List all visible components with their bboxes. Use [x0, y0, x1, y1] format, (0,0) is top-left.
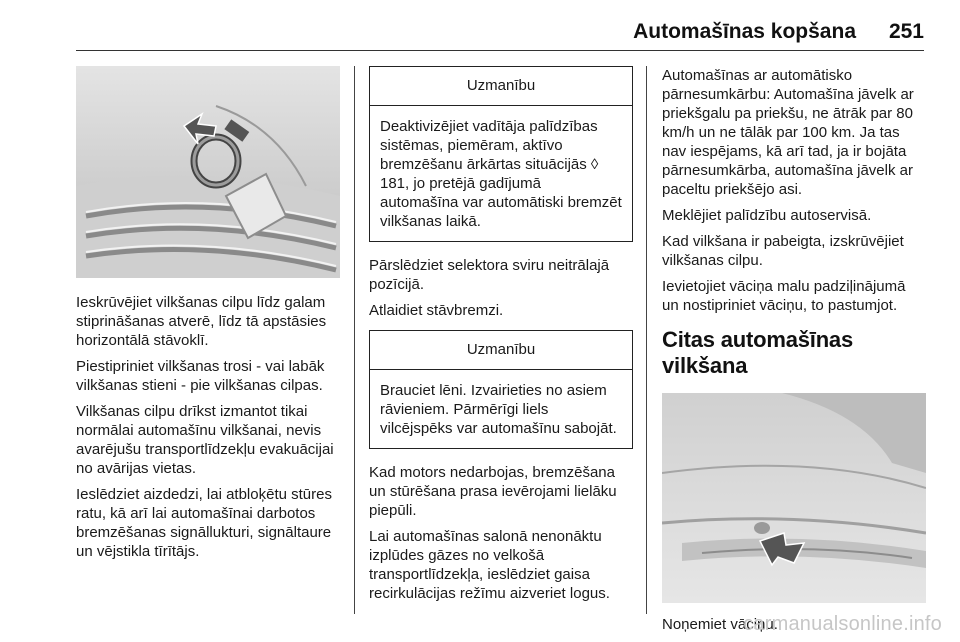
warning-box: [369, 330, 633, 449]
paragraph: Kad vilkšana ir pabeigta, izskrūvējiet vilkšanas cilpu.: [662, 233, 904, 269]
paragraph: Lai automašīnas salonā nenonāktu izplūdes gāzes no velkošā transportlīdzekļa, ieslēdziet gaisa recirkulācijas režīmu aizveriet logus.: [369, 528, 610, 602]
column-divider: [354, 66, 355, 614]
warning-heading: Uzmanību: [370, 331, 632, 370]
figure-caption: Noņemiet vāciņu.: [662, 616, 778, 633]
warning-text: Brauciet lēni. Izvairieties no asiem rāvieniem. Pārmērīgi liels vilcējspēks var automašīnu sabojāt.: [380, 382, 617, 437]
column-2: [369, 66, 633, 610]
rear-bumper-figure: [662, 393, 926, 603]
paragraph: Ieslēdziet aizdedzi, lai atbloķētu stūres ratu, kā arī lai automašīnai darbotos bremzēšanas signāllukturi, signāltaure un vējstikla tīrītājs.: [76, 486, 332, 560]
paragraph: Ievietojiet vāciņa malu padziļinājumā un nostipriniet vāciņu, to pastumjot.: [662, 278, 906, 314]
warning-text: Deaktivizējiet vadītāja palīdzības sistēmas, piemēram, aktīvo bremzēšanu ārkārtas situācijās ◊ 181, jo pretējā gadījumā automašīna var automātiski bremzēt vilkšanas laikā.: [380, 118, 622, 230]
paragraph: Kad motors nedarbojas, bremzēšana un stūrēšana prasa ievērojami lielāku piepūli.: [369, 464, 617, 519]
rear-bumper-cover-photo-icon: [662, 393, 926, 603]
paragraph: Meklējiet palīdzību autoservisā.: [662, 207, 872, 224]
header-rule: [76, 50, 924, 51]
page-header: [0, 0, 960, 56]
watermark: carmanualsonline.info: [743, 613, 942, 635]
column-divider: [646, 66, 647, 614]
paragraph: Pārslēdziet selektora sviru neitrālajā pozīcijā.: [369, 257, 610, 293]
tow-eye-figure: [76, 66, 340, 278]
warning-box: [369, 66, 633, 242]
section-title: Citas automašīnas vilkšana: [662, 327, 854, 378]
paragraph: Piestipriniet vilkšanas trosi - vai labāk vilkšanas stieni - pie vilkšanas cilpas.: [76, 358, 325, 394]
paragraph: Vilkšanas cilpu drīkst izmantot tikai normālai automašīnu vilkšanai, nevis avarējušu transportlīdzekļu evakuācijai no avārijas vietas.: [76, 403, 334, 477]
paragraph: Atlaidiet stāvbremzi.: [369, 302, 504, 319]
tow-eye-bumper-photo-icon: [76, 66, 340, 278]
paragraph: Automašīnas ar automātisko pārnesumkārbu: Automašīna jāvelk ar priekšgalu pa priekšu, ne ātrāk par 80 km/h un ne tālāk par 100 km. Ja tas nav iespējams, kā arī tad, ja ir bojāta pārnesumkārba, automašīna jāvelk ar paceltu priekšējo asi.: [662, 67, 914, 198]
column-3: [662, 66, 926, 641]
column-1: [76, 66, 340, 568]
paragraph: Ieskrūvējiet vilkšanas cilpu līdz galam stiprināšanas atverē, līdz tā apstāsies horizontālā stāvoklī.: [76, 294, 327, 349]
warning-heading: Uzmanību: [370, 67, 632, 106]
page-number: 251: [888, 20, 924, 43]
running-header-title: Automašīnas kopšana: [633, 20, 856, 43]
